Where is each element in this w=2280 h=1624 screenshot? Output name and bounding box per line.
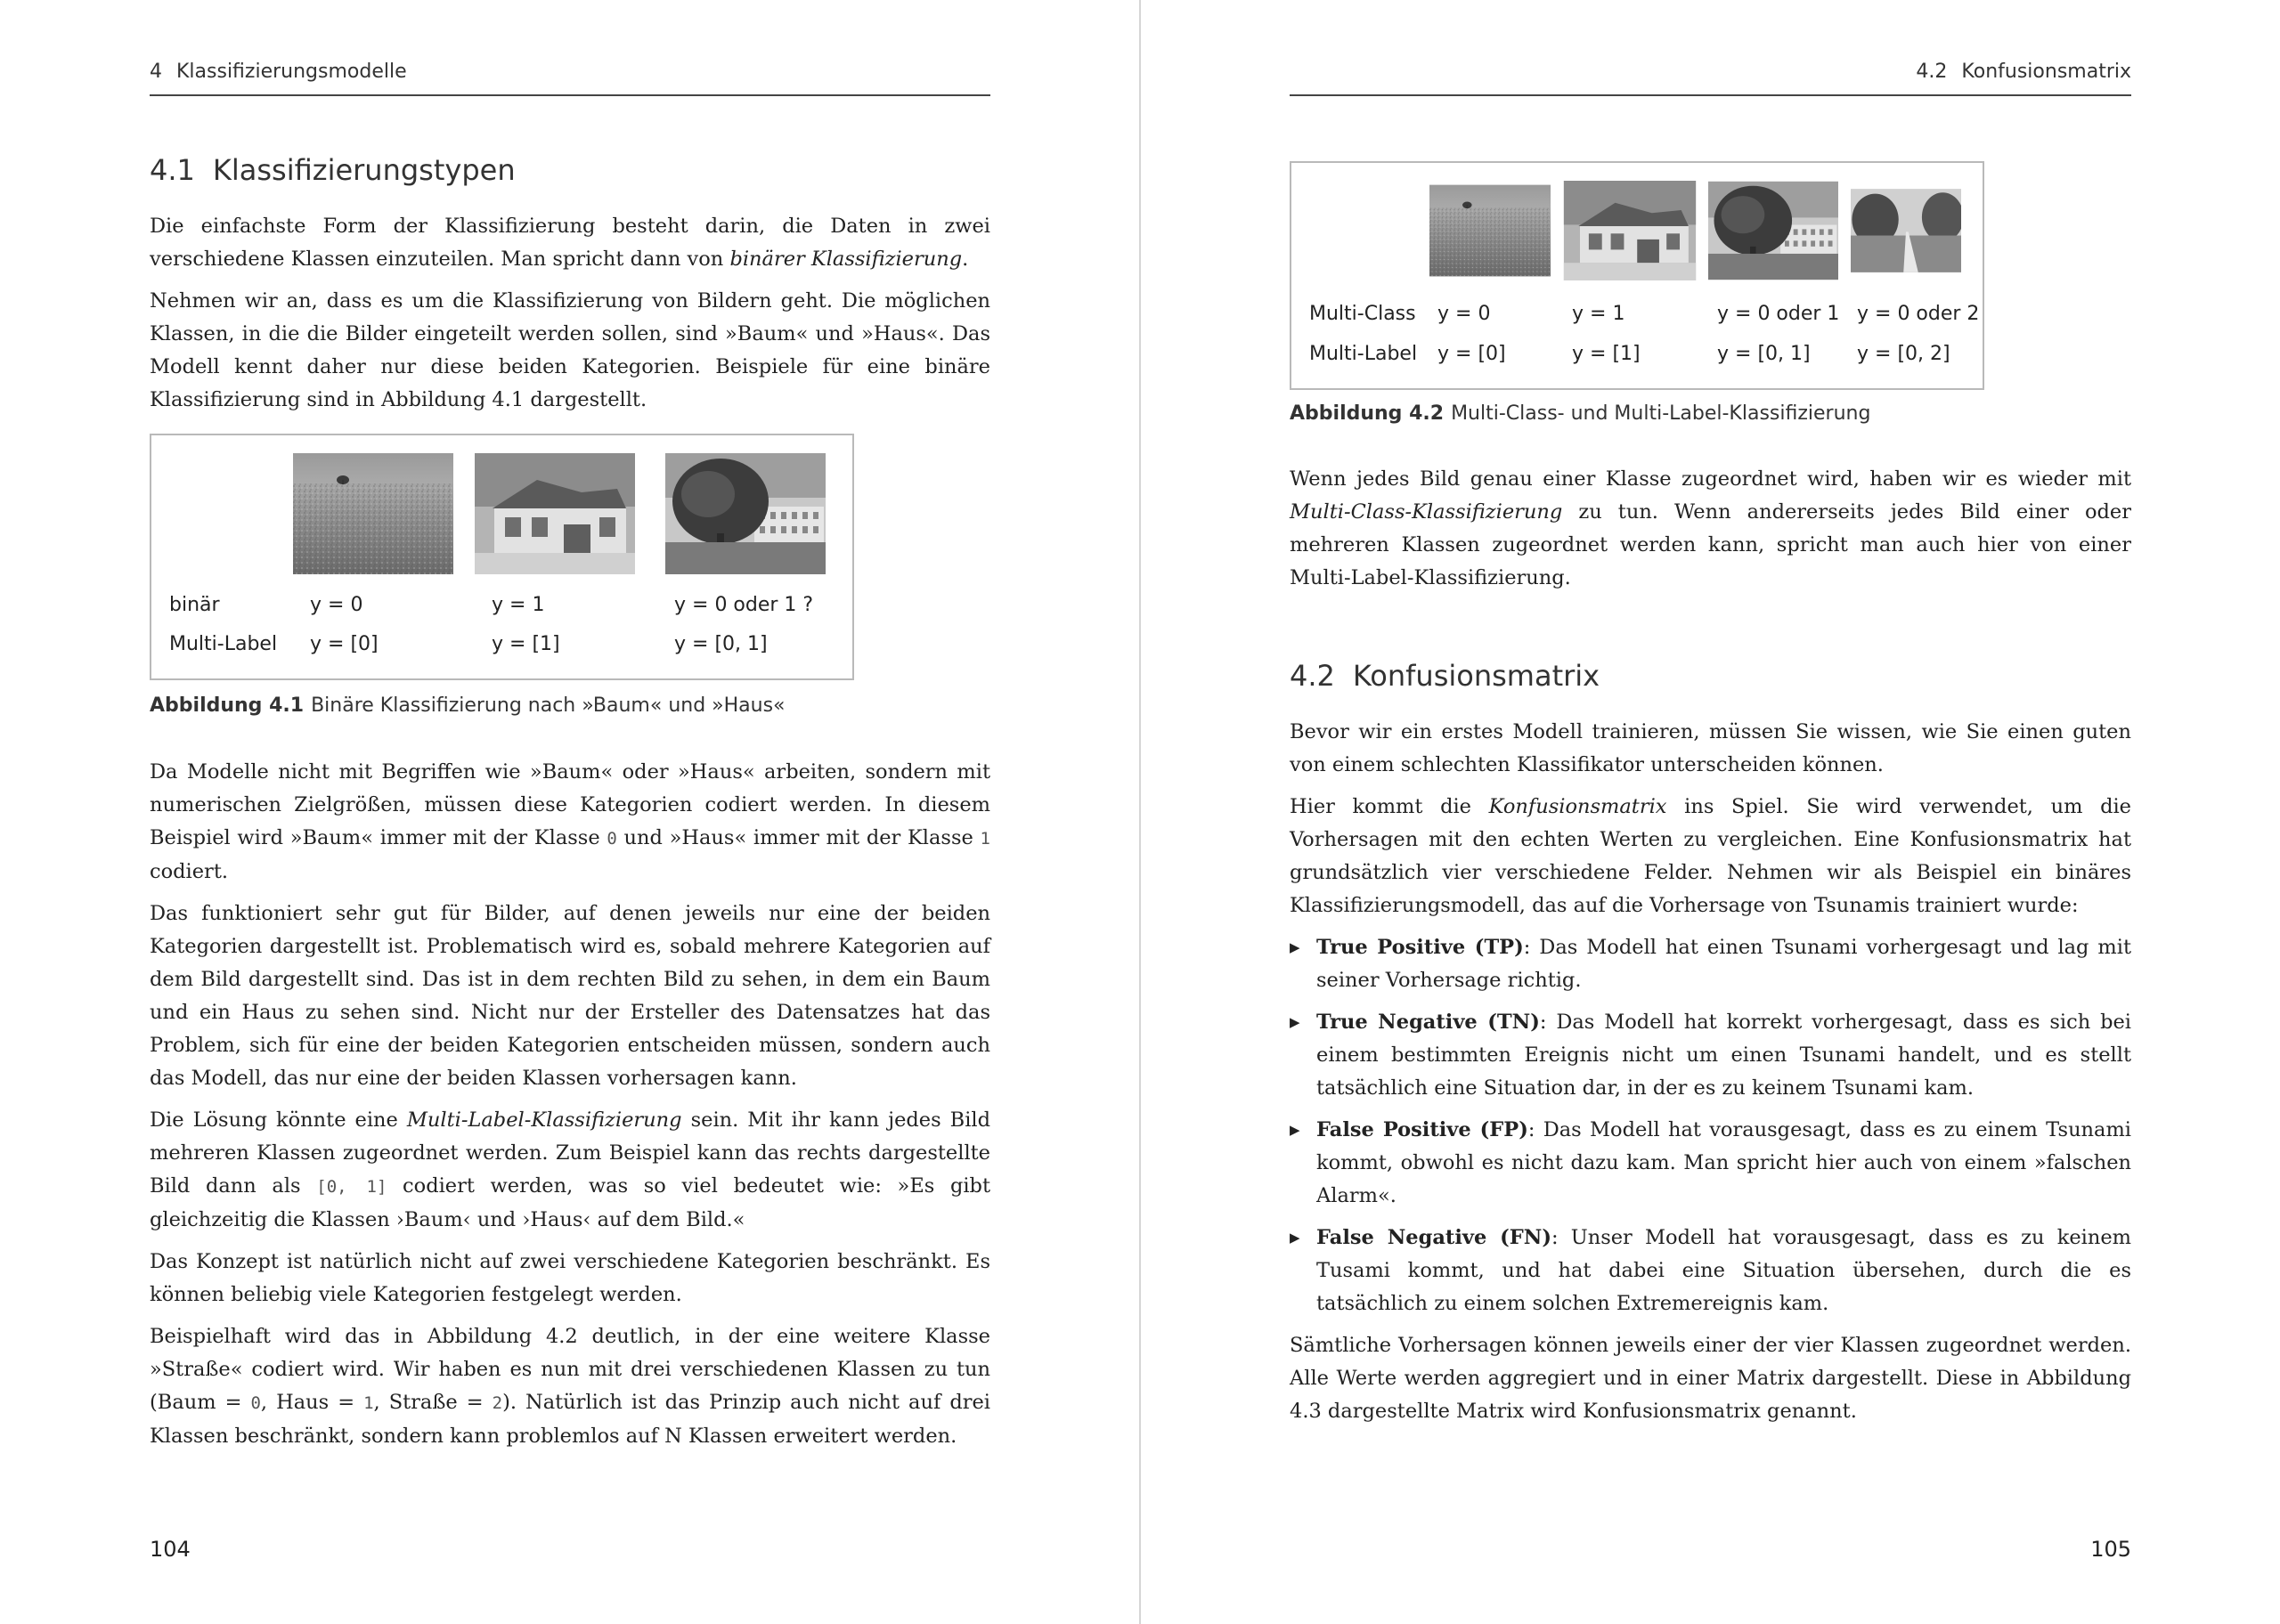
figure-value: y = [0, 1] xyxy=(674,633,768,655)
bullet-list xyxy=(1290,931,2131,1320)
house-photo xyxy=(1561,181,1698,280)
figure-caption-4-2 xyxy=(1290,402,1870,425)
house-photo xyxy=(474,453,636,574)
paragraph: Hier kommt die Konfusionsmatrix ins Spiel. Sie wird verwendet, um die Vorhersagen mit den echten Werten zu vergleichen. Eine Konfusionsmatrix hat grundsätzlich vier verschiedene Felder. Nehmen wir als Beispiel ein binäres Klassifizierungsmodell, das auf die Vorhersage von Tsunamis trainiert wurde: xyxy=(1290,795,2131,917)
list-item: ▶ True Negative (TN): Das Modell hat korrekt vorhergesagt, dass es sich bei einem bestimmten Ereignis nicht um einen Tsunami handelt, und es stellt tatsächlich eine Situation dar, in der es zu keinem Tsunami kam. xyxy=(1290,1006,2131,1105)
page-number: 105 xyxy=(2090,1537,2131,1562)
right-page xyxy=(1141,0,2280,1624)
figure-value: y = [0] xyxy=(1437,343,1506,365)
bullet-triangle-icon: ▶ xyxy=(1290,1122,1300,1138)
section-title: Klassifizierungstypen xyxy=(212,153,516,187)
figure-value: y = [1] xyxy=(1572,343,1641,365)
bullet-triangle-icon: ▶ xyxy=(1290,1230,1300,1246)
header-rule xyxy=(150,94,990,96)
page-number: 104 xyxy=(150,1537,191,1562)
paragraph: Beispielhaft wird das in Abbildung 4.2 deutlich, in der eine weitere Klasse »Straße« codiert wird. Wir haben es nun mit drei verschiedenen Klassen zu tun (Baum = 0, Haus = 1, Straße = 2). Natürlich ist das Prinzip auch nicht auf drei Klassen beschränkt, sondern kann problemlos auf N Klassen erweitert werden. xyxy=(150,1325,990,1448)
section-heading-4-1 xyxy=(150,153,516,187)
bullet-triangle-icon: ▶ xyxy=(1290,1014,1300,1030)
header-rule xyxy=(1290,94,2131,96)
figure-value: y = 0 xyxy=(310,594,363,616)
caption-text: Binäre Klassifizierung nach »Baum« und »Haus« xyxy=(311,694,786,717)
chapter-title: Klassifizierungsmodelle xyxy=(176,61,407,83)
section-title: Konfusionsmatrix xyxy=(1352,659,1600,693)
running-header-right xyxy=(1916,61,2131,83)
section-number: 4.1 xyxy=(150,153,195,187)
paragraph: Die Lösung könnte eine Multi-Label-Klassifizierung sein. Mit ihr kann jedes Bild mehreren Klassen zugeordnet werden. Zum Beispiel kann das rechts dargestellte Bild dann als [0, 1] codiert werden, was so viel bedeutet wie: »Es gibt gleichzeitig die Klassen ›Baum‹ und ›Haus‹ auf dem Bild.« xyxy=(150,1108,991,1231)
list-item: ▶ True Positive (TP): Das Modell hat einen Tsunami vorhergesagt und lag mit seiner Vorhersage richtig. xyxy=(1290,931,2131,997)
row-label-multi-label: Multi-Label xyxy=(169,633,278,655)
paragraph: Wenn jedes Bild genau einer Klasse zugeordnet wird, haben wir es wieder mit Multi-Class-Klassifizierung zu tun. Wenn andererseits jedes Bild einer oder mehreren Klassen zugeordnet werden kann, spricht man auch hier von einer Multi-Label-Klassifizierung. xyxy=(1290,467,2131,589)
paragraph: Das funktioniert sehr gut für Bilder, auf denen jeweils nur eine der beiden Kategorien dargestellt ist. Problematisch wird es, sobald mehrere Kategorien auf dem Bild dargestellt sind. Das ist in dem rechten Bild zu sehen, in dem ein Baum und ein Haus zu sehen sind. Nicht nur der Ersteller des Datensatzes hat das Problem, sich für eine der beiden Kategorien entscheiden müssen, sondern auch das Modell, das nur eine der beiden Klassen vorhersagen kann. xyxy=(150,902,990,1090)
paragraph: Die einfachste Form der Klassifizierung besteht darin, die Daten in zwei verschiedene Klassen einzuteilen. Man spricht dann von binärer Klassifizierung. xyxy=(150,215,990,271)
body-text-top xyxy=(1290,463,2131,604)
list-item: ▶ False Negative (FN): Unser Modell hat vorausgesagt, dass es zu keinem Tusami kommt, und hat dabei eine Situation übersehen, durch die es tatsächlich zu einem solchen Extremereignis kam. xyxy=(1290,1222,2131,1320)
tree-and-house-photo xyxy=(1708,181,1838,280)
field-photo xyxy=(292,453,454,574)
bullet-triangle-icon: ▶ xyxy=(1290,939,1300,955)
figure-value: y = [0, 1] xyxy=(1717,343,1811,365)
body-text-main xyxy=(1290,716,2131,1437)
figure-4-2 xyxy=(1290,161,1984,390)
section-title: Konfusionsmatrix xyxy=(1961,61,2131,83)
list-item: ▶ False Positive (FP): Das Modell hat vorausgesagt, dass es zu einem Tsunami kommt, obwohl es nicht dazu kam. Man spricht hier auch von einem »falschen Alarm«. xyxy=(1290,1114,2131,1213)
paragraph: Sämtliche Vorhersagen können jeweils einer der vier Klassen zugeordnet werden. Alle Werte werden aggregiert und in einer Matrix dargestellt. Diese in Abbildung 4.3 dargestellte Matrix wird Konfusionsmatrix genannt. xyxy=(1290,1334,2131,1423)
section-heading-4-2 xyxy=(1290,659,1600,693)
row-label-multi-class: Multi-Class xyxy=(1309,303,1416,325)
figure-caption-4-1 xyxy=(150,694,786,717)
figure-value: y = 0 oder 1 xyxy=(1717,303,1840,325)
figure-value: y = 0 oder 2 xyxy=(1857,303,1980,325)
caption-label: Abbildung 4.1 xyxy=(150,694,305,717)
figure-value: y = [0, 2] xyxy=(1857,343,1950,365)
section-number: 4.2 xyxy=(1916,61,1948,83)
paragraph: Da Modelle nicht mit Begriffen wie »Baum« oder »Haus« arbeiten, sondern mit numerischen Zielgrößen, müssen diese Kategorien codiert werden. In diesem Beispiel wird »Baum« immer mit der Klasse 0 und »Haus« immer mit der Klasse 1 codiert. xyxy=(150,760,990,883)
row-label-multi-label: Multi-Label xyxy=(1309,343,1418,365)
body-text-top xyxy=(150,210,990,426)
field-photo xyxy=(1429,181,1551,280)
paragraph: Bevor wir ein erstes Modell trainieren, müssen Sie wissen, wie Sie einen guten von einem schlechten Klassifikator unterscheiden können. xyxy=(1290,720,2131,776)
figure-value: y = 0 xyxy=(1437,303,1491,325)
tree-and-house-photo xyxy=(656,453,835,574)
running-header-left xyxy=(150,61,407,83)
figure-value: y = [0] xyxy=(310,633,379,655)
figure-value: y = 1 xyxy=(1572,303,1625,325)
paragraph: Nehmen wir an, dass es um die Klassifizierung von Bildern geht. Die möglichen Klassen, in die die Bilder eingeteilt werden sollen, sind »Baum« und »Haus«. Das Modell kennt daher nur diese beiden Kategorien. Beispiele für eine binäre Klassifizierung sind in Abbildung 4.1 dargestellt. xyxy=(150,289,990,411)
caption-text: Multi-Class- und Multi-Label-Klassifizierung xyxy=(1451,402,1871,425)
chapter-number: 4 xyxy=(150,61,162,83)
section-number: 4.2 xyxy=(1290,659,1335,693)
paragraph: Das Konzept ist natürlich nicht auf zwei verschiedene Kategorien beschränkt. Es können beliebig viele Kategorien festgelegt werden. xyxy=(150,1250,990,1306)
figure-4-1 xyxy=(150,434,854,680)
figure-value: y = [1] xyxy=(492,633,560,655)
caption-label: Abbildung 4.2 xyxy=(1290,402,1445,425)
row-label-binar: binär xyxy=(169,594,220,616)
left-page xyxy=(0,0,1139,1624)
road-photo xyxy=(1851,181,1961,280)
figure-value: y = 0 oder 1 ? xyxy=(674,594,814,616)
body-text-bottom xyxy=(150,756,990,1462)
figure-value: y = 1 xyxy=(492,594,545,616)
